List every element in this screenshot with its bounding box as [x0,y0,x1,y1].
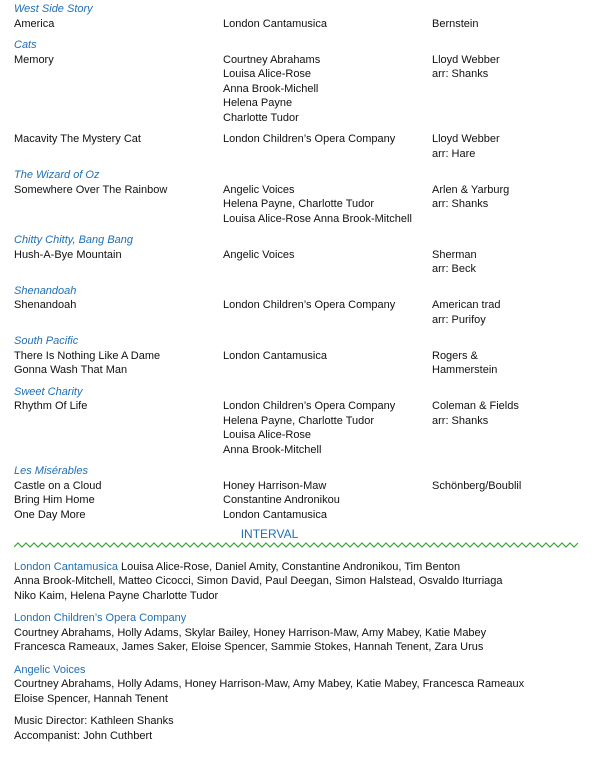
composer-credit-column [432,298,592,327]
member-list: Niko Kaim, Helena Payne Charlotte Tudor [14,589,219,602]
program-item [14,17,600,32]
program-item [14,53,600,126]
song-title: Shenandoah [14,299,77,311]
choir-block [14,611,600,655]
song-title: Macavity The Mystery Cat [14,133,141,145]
song-title: Memory [14,53,54,66]
performer: Charlotte Tudor [223,111,299,124]
performer: London Cantamusica [223,349,327,362]
performer: London Children’s Opera Company [223,133,396,145]
program-item [14,298,600,327]
song-title-column [14,183,223,227]
member-list: Louisa Alice-Rose, Daniel Amity, Constantine Andronikou, Tim Benton [117,560,461,573]
decorative-divider [14,541,580,549]
song-title-column [14,399,223,457]
song-title: Hush-A-Bye Mountain [14,248,122,261]
program-item [14,479,600,523]
performer: Honey Harrison-Maw [223,479,327,492]
performer-column [223,479,432,523]
performer: Constantine Andronikou [223,494,340,506]
performer: London Children’s Opera Company [223,400,396,412]
show-section [14,284,600,328]
composer-credit: arr: Purifoy [432,313,486,326]
performer: London Cantamusica [223,17,327,30]
program-item [14,248,600,277]
performer-column [223,399,432,457]
show-title: Shenandoah [14,284,77,297]
performer: Helena Payne [223,97,293,109]
interval-heading: INTERVAL [240,527,299,541]
performer-column [223,248,432,277]
program-item [14,349,600,378]
performer: London Cantamusica [223,508,327,521]
music-director: Music Director: Kathleen Shanks [14,715,174,727]
song-title-column [14,17,223,32]
song-title: Bring Him Home [14,494,95,506]
choir-roster [14,560,600,707]
song-title-column [14,298,223,327]
song-title-column [14,132,223,161]
performer-column [223,132,432,161]
program-item [14,399,600,457]
performer: Courtney Abrahams [223,53,321,66]
show-title: Cats [14,39,37,51]
show-title: The Wizard of Oz [14,169,100,181]
show-section [14,168,600,226]
performer: Anna Brook-Michell [223,82,319,95]
song-title: Castle on a Cloud [14,479,102,492]
composer-credit: Lloyd Webber [432,53,500,66]
choir-name: London Cantamusica [14,560,118,573]
composer-credit-column [432,17,592,32]
performer: Anna Brook-Mitchell [223,443,322,456]
show-title: Chitty Chitty, Bang Bang [14,234,134,246]
performer-column [223,53,432,126]
choir-block [14,663,600,707]
performer-column [223,183,432,227]
performer: Helena Payne, Charlotte Tudor [223,414,375,427]
performer: Angelic Voices [223,183,295,196]
show-title: South Pacific [14,335,79,347]
song-title-column [14,53,223,126]
song-title-column [14,349,223,378]
show-section [14,334,600,378]
choir-name: London Children’s Opera Company [14,612,187,624]
song-title: Somewhere Over The Rainbow [14,183,168,196]
program-item [14,183,600,227]
show-title: Sweet Charity [14,385,83,398]
choir-heading-line [14,611,600,626]
composer-credit: arr: Shanks [432,68,489,80]
song-title: Gonna Wash That Man [14,364,128,376]
performer: London Children’s Opera Company [223,299,396,311]
composer-credit-column [432,132,592,161]
show-section [14,38,600,161]
composer-credit: Sherman [432,248,477,261]
show-section [14,233,600,277]
member-list: Courtney Abrahams, Holly Adams, Skylar Bailey, Honey Harrison-Maw, Amy Mabey, Katie Mabey [14,626,487,639]
member-list: Francesca Rameaux, James Saker, Eloise Spencer, Sammie Stokes, Hannah Tenent, Zara Urus [14,641,484,653]
composer-credit: arr: Hare [432,147,476,160]
composer-credit-column [432,479,592,523]
performer-column [223,349,432,378]
performer: Louisa Alice-Rose Anna Brook-Mitchell [223,212,412,225]
performer: Angelic Voices [223,248,295,261]
zigzag-line [14,543,578,547]
performer-column [223,298,432,327]
composer-credit: arr: Shanks [432,198,489,210]
song-title: America [14,17,55,30]
composer-credit-column [432,183,592,227]
choir-heading-line [14,560,600,575]
song-title: Rhythm Of Life [14,400,88,412]
show-section [14,2,600,31]
choir-name: Angelic Voices [14,663,86,676]
song-title: One Day More [14,508,86,521]
song-title-column [14,479,223,523]
show-title: Les Misérables [14,465,88,477]
composer-credit: Schönberg/Boublil [432,479,522,492]
show-section [14,464,600,522]
choir-block [14,560,600,604]
composer-credit: Hammerstein [432,364,498,376]
program-listing [14,0,600,522]
composer-credit: Rogers & [432,349,478,362]
show-section [14,385,600,458]
composer-credit-column [432,248,592,277]
accompanist: Accompanist: John Cuthbert [14,729,153,742]
composer-credit: Bernstein [432,17,479,30]
performer-column [223,17,432,32]
credits [14,714,600,743]
composer-credit: Coleman & Fields [432,400,519,412]
show-title: West Side Story [14,3,93,15]
composer-credit: arr: Shanks [432,414,489,427]
member-list: Anna Brook-Mitchell, Matteo Cicocci, Simon David, Paul Deegan, Simon Halstead, Osvaldo Iturriaga [14,575,503,587]
composer-credit: Lloyd Webber [432,133,500,145]
song-title: There Is Nothing Like A Dame [14,349,161,362]
composer-credit: Arlen & Yarburg [432,183,510,196]
member-list: Eloise Spencer, Hannah Tenent [14,692,168,705]
song-title-column [14,248,223,277]
composer-credit: arr: Beck [432,263,477,275]
choir-heading-line [14,663,600,678]
member-list: Courtney Abrahams, Holly Adams, Honey Harrison-Maw, Amy Mabey, Katie Mabey, Francesca Rameaux [14,678,525,690]
performer: Louisa Alice-Rose [223,429,312,441]
composer-credit-column [432,399,592,457]
composer-credit: American trad [432,299,501,311]
performer: Helena Payne, Charlotte Tudor [223,198,375,210]
performer: Louisa Alice-Rose [223,68,312,80]
composer-credit-column [432,53,592,126]
composer-credit-column [432,349,592,378]
program-item [14,132,600,161]
